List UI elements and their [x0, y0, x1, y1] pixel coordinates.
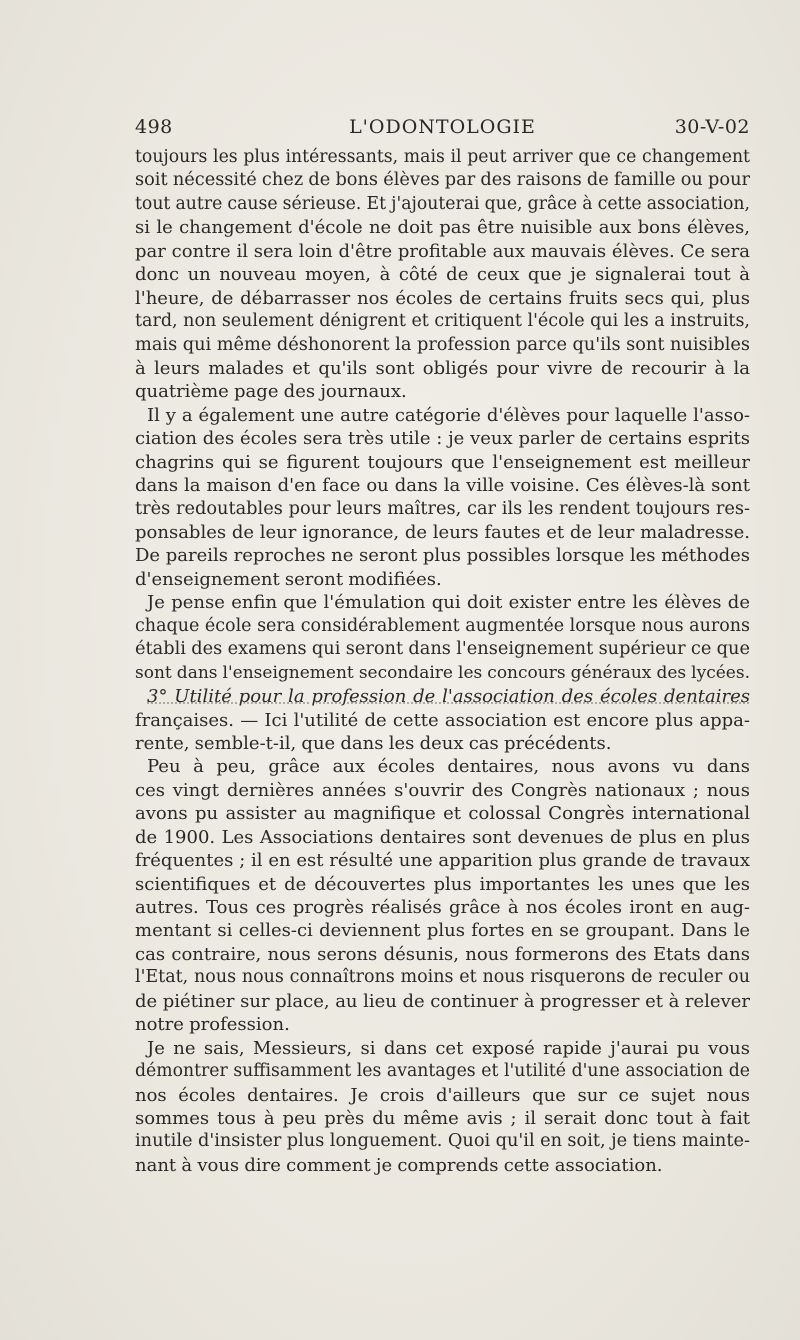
- text-line: sont dans l'enseignement secondaire les concours généraux des lycées.: [135, 662, 750, 683]
- text-line: chaque école sera considérablement augmentée lorsque nous aurons: [135, 615, 750, 636]
- text-line: soit nécessité chez de bons élèves par des raisons de famille ou pour: [135, 170, 750, 191]
- text-line: de 1900. Les Associations dentaires sont devenues de plus en plus: [135, 826, 750, 848]
- text-line: autres. Tous ces progrès réalisés grâce à nos écoles iront en aug-: [135, 897, 750, 918]
- text-line: mais qui même déshonorent la profession parce qu'ils sont nuisibles: [135, 334, 750, 355]
- text-line: mentant si celles-ci deviennent plus fortes en se groupant. Dans le: [135, 920, 750, 942]
- text-line: quatrième page des journaux.: [135, 381, 407, 403]
- text-line: Je ne sais, Messieurs, si dans cet exposé rapide j'aurai pu vous: [147, 1037, 750, 1059]
- text-line: ciation des écoles sera très utile : je veux parler de certains esprits: [135, 428, 750, 450]
- text-line: établi des examens qui seront dans l'enseignement supérieur ce que: [135, 639, 750, 660]
- issue-date: 30-V-02: [674, 116, 750, 138]
- text-line: très redoutables pour leurs maîtres, car ils les rendent toujours res-: [135, 498, 750, 519]
- text-line: ces vingt dernières années s'ouvrir des Congrès nationaux ; nous: [135, 779, 750, 801]
- text-line: avons pu assister au magnifique et colossal Congrès international: [135, 803, 750, 825]
- text-line: chagrins qui se figurent toujours que l'enseignement est meilleur: [135, 451, 750, 473]
- text-line: françaises. — Ici l'utilité de cette association est encore plus appa-: [135, 709, 750, 731]
- text-line: l'heure, de débarrasser nos écoles de certains fruits secs qui, plus: [135, 287, 750, 309]
- text-line: l'Etat, nous nous connaîtrons moins et nous risquerons de reculer ou: [135, 967, 750, 988]
- text-line: ponsables de leur ignorance, de leurs fautes et de leur maladresse.: [135, 522, 750, 543]
- text-line: tout autre cause sérieuse. Et j'ajouterai que, grâce à cette association,: [135, 193, 750, 214]
- text-line: notre profession.: [135, 1014, 290, 1036]
- text-line: Peu à peu, grâce aux écoles dentaires, nous avons vu dans: [147, 756, 750, 778]
- text-line: fréquentes ; il en est résulté une apparition plus grande de travaux: [135, 850, 750, 872]
- text-line: Je pense enfin que l'émulation qui doit exister entre les élèves de: [147, 592, 750, 614]
- text-line: nant à vous dire comment je comprends cette association.: [135, 1154, 663, 1176]
- journal-title: L'ODONTOLOGIE: [349, 116, 536, 138]
- text-line: toujours les plus intéressants, mais il peut arriver que ce changement: [135, 147, 750, 167]
- text-line: donc un nouveau moyen, à côté de ceux que je signalerai tout à: [135, 264, 750, 286]
- text-line: rente, semble-t-il, que dans les deux cas précédents.: [135, 732, 612, 754]
- text-line: de piétiner sur place, au lieu de continuer à progresser et à relever: [135, 990, 750, 1012]
- text-line: dans la maison d'en face ou dans la ville voisine. Ces élèves-là sont: [135, 475, 750, 497]
- text-line: si le changement d'école ne doit pas être nuisible aux bons élèves,: [135, 217, 750, 239]
- text-line: d'enseignement seront modifiées.: [135, 568, 442, 590]
- section-heading-line: [135, 685, 750, 708]
- page-number: 498: [135, 116, 173, 138]
- body-text: [135, 146, 750, 1177]
- text-line: De pareils reproches ne seront plus possibles lorsque les méthodes: [135, 545, 750, 567]
- text-line: tard, non seulement dénigrent et critiquent l'école qui les a instruits,: [135, 311, 750, 332]
- text-line: sommes tous à peu près du même avis ; il serait donc tout à fait: [135, 1107, 750, 1129]
- text-line: inutile d'insister plus longuement. Quoi qu'il en soit, je tiens mainte-: [135, 1131, 750, 1152]
- running-header: [135, 116, 750, 144]
- text-line: démontrer suffisamment les avantages et l'utilité d'une association de: [135, 1061, 750, 1082]
- text-line: Il y a également une autre catégorie d'élèves pour laquelle l'asso-: [147, 404, 750, 426]
- text-line: par contre il sera loin d'être profitable aux mauvais élèves. Ce sera: [135, 240, 750, 262]
- text-line: cas contraire, nous serons désunis, nous formerons des Etats dans: [135, 943, 750, 965]
- text-line: nos écoles dentaires. Je crois d'ailleurs que sur ce sujet nous: [135, 1084, 750, 1106]
- text-line: à leurs malades et qu'ils sont obligés pour vivre de recourir à la: [135, 357, 750, 379]
- text-line: scientifiques et de découvertes plus importantes les unes que les: [135, 873, 750, 895]
- section-heading: 3° Utilité pour la profession de l'association des écoles dentaires: [147, 686, 750, 708]
